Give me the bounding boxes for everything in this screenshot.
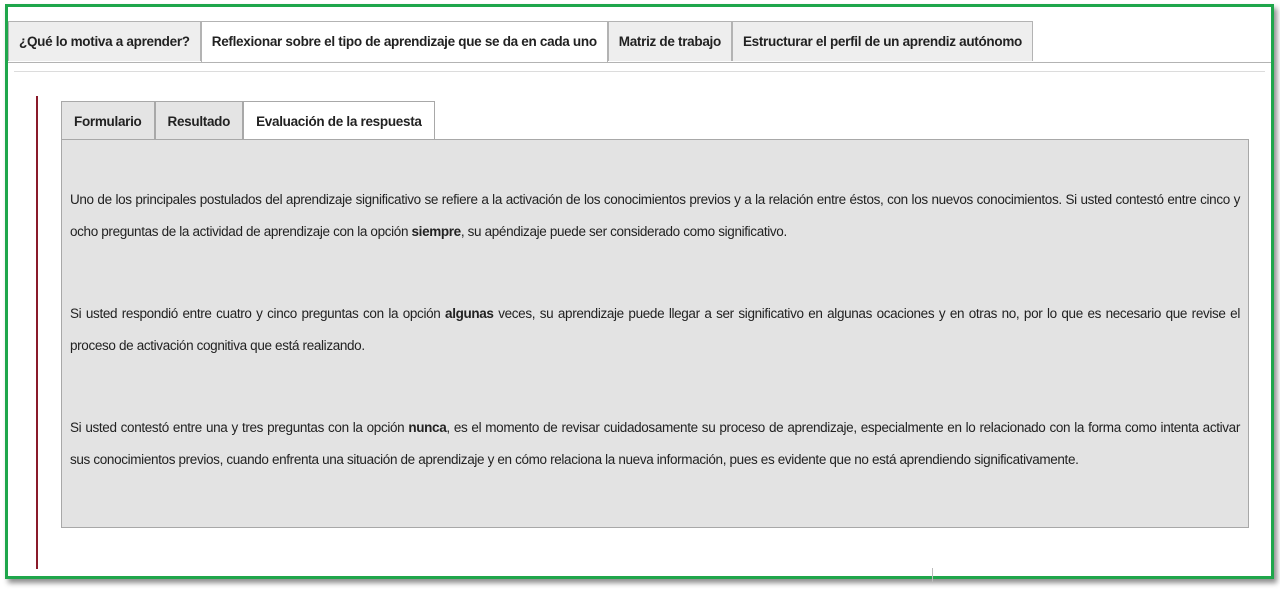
option-algunas: algunas <box>445 306 494 321</box>
evaluation-paragraph-nunca <box>70 412 1240 476</box>
tab-motiva-aprender[interactable]: ¿Qué lo motiva a aprender? <box>8 21 201 61</box>
tab-bar-divider <box>8 62 1271 63</box>
inner-tab-bar <box>61 101 435 141</box>
left-accent-rule <box>36 96 38 569</box>
divider-tick <box>932 568 933 582</box>
paragraph-text: Si usted respondió entre cuatro y cinco preguntas con la opción <box>70 306 446 321</box>
tab-reflexionar-aprendizaje[interactable]: Reflexionar sobre el tipo de aprendizaje que se da en cada uno <box>201 21 608 63</box>
paragraph-text: , es el momento de revisar cuidadosamente su proceso de aprendizaje, especialmente en lo relacionado con la forma como intenta activar sus conocimientos previos, cuando enfrenta una situación de aprendizaje y en cómo relaciona la nueva información, pues es evidente que no está aprendiendo significativamente. <box>70 420 1240 467</box>
tab-resultado[interactable]: Resultado <box>155 101 244 139</box>
option-siempre: siempre <box>411 224 461 239</box>
tab-matriz-trabajo[interactable]: Matriz de trabajo <box>608 21 732 61</box>
tab-evaluacion-respuesta[interactable]: Evaluación de la respuesta <box>243 101 435 141</box>
paragraph-text: Si usted contestó entre una y tres preguntas con la opción <box>70 420 409 435</box>
evaluation-content-panel <box>61 139 1249 528</box>
evaluation-paragraph-algunas <box>70 298 1240 362</box>
outer-tab-bar <box>8 21 1033 63</box>
paragraph-text: , su apéndizaje puede ser considerado como significativo. <box>460 224 787 239</box>
option-nunca: nunca <box>408 420 447 435</box>
tab-perfil-aprendiz[interactable]: Estructurar el perfil de un aprendiz autónomo <box>732 21 1033 61</box>
tab-formulario[interactable]: Formulario <box>61 101 155 139</box>
paragraph-text: Uno de los principales postulados del aprendizaje significativo se refiere a la activación de los conocimientos previos y a la relación entre éstos, con los nuevos conocimientos. Si usted contestó entre cinco y ocho preguntas de la actividad de aprendizaje con la opción <box>70 192 1240 239</box>
paragraph-text: veces, su aprendizaje puede llegar a ser significativo en algunas ocaciones y en otras no, por lo que es necesario que revise el proceso de activación cognitiva que está realizando. <box>70 306 1240 353</box>
evaluation-paragraph-siempre <box>70 184 1240 248</box>
